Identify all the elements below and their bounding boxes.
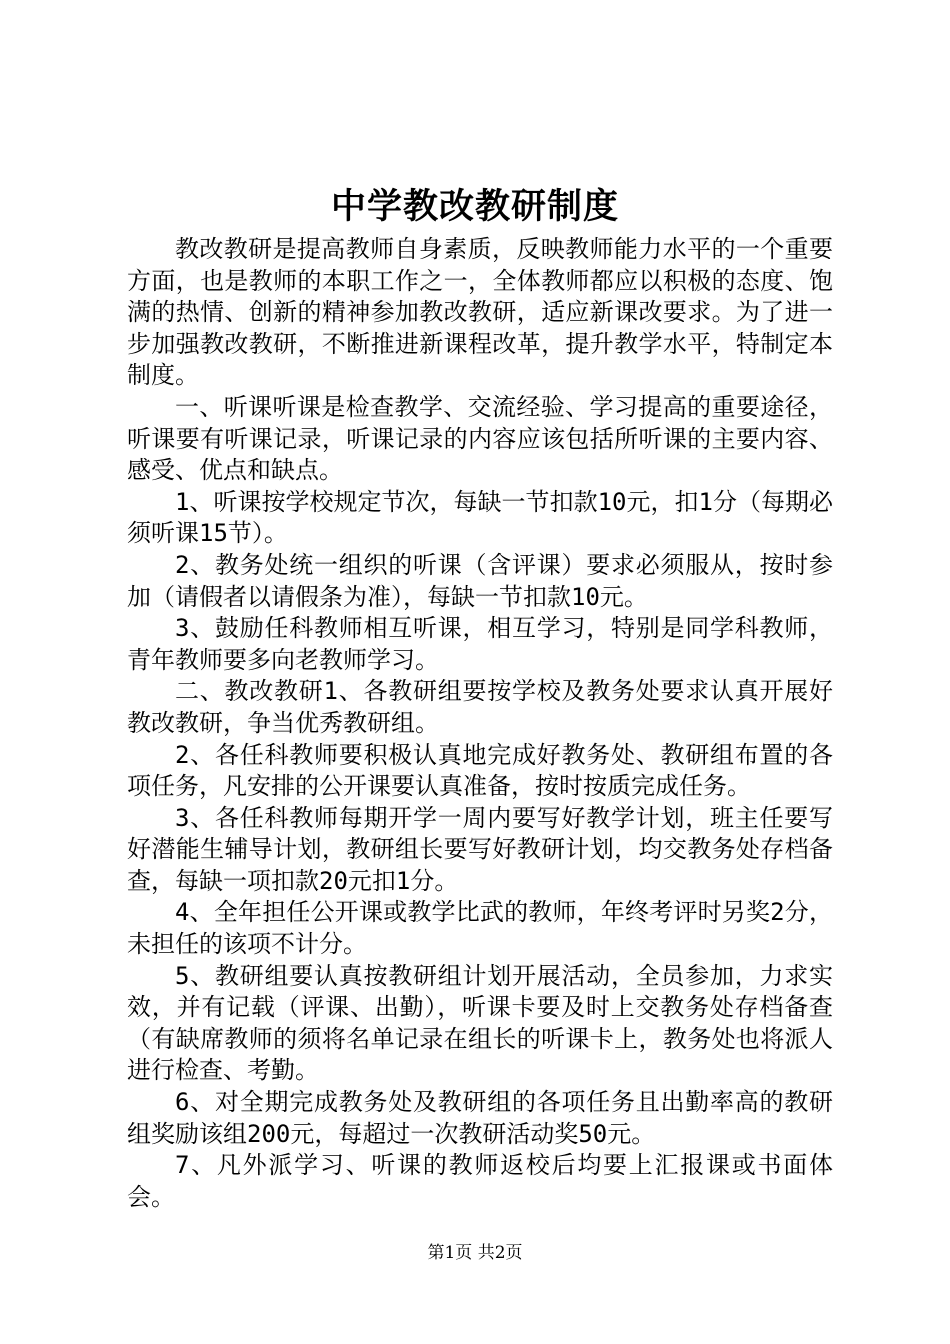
rule-paragraph: 2、教务处统一组织的听课（含评课）要求必须服从，按时参加（请假者以请假条为准），每缺一节扣款10元。 xyxy=(127,550,833,611)
rule-paragraph: 7、凡外派学习、听课的教师返校后均要上汇报课或书面体会。 xyxy=(127,1151,833,1211)
rule-paragraph: 5、教研组要认真按教研组计划开展活动，全员参加，力求实效，并有记载（评课、出勤），听课卡要及时上交教务处存档备查（有缺席教师的须将名单记录在组长的听课卡上，教务处也将派人进行检查、考勤。 xyxy=(127,961,833,1085)
rule-paragraph: 4、全年担任公开课或教学比武的教师，年终考评时另奖2分，未担任的该项不计分。 xyxy=(127,898,833,959)
page-number: 第1页 共2页 xyxy=(427,1243,523,1263)
intro-paragraph: 教改教研是提高教师自身素质，反映教师能力水平的一个重要方面，也是教师的本职工作之一，全体教师都应以积极的态度、饱满的热情、创新的精神参加教改教研，适应新课改要求。为了进一步加强教改教研，不断推进新课程改革，提升教学水平，特制定本制度。 xyxy=(127,235,833,390)
rule-paragraph: 2、各任科教师要积极认真地完成好教务处、教研组布置的各项任务，凡安排的公开课要认真准备，按时按质完成任务。 xyxy=(127,740,833,801)
section-1-paragraph: 一、听课听课是检查教学、交流经验、学习提高的重要途径，听课要有听课记录，听课记录的内容应该包括所听课的主要内容、感受、优点和缺点。 xyxy=(127,392,833,485)
document-title: 中学教改教研制度 xyxy=(330,186,619,227)
rule-paragraph: 1、听课按学校规定节次，每缺一节扣款10元，扣1分（每期必须听课15节）。 xyxy=(127,487,833,548)
rule-paragraph: 3、鼓励任科教师相互听课，相互学习，特别是同学科教师，青年教师要多向老教师学习。 xyxy=(127,614,833,674)
document-body xyxy=(127,234,833,1213)
section-2-paragraph: 二、教改教研1、各教研组要按学校及教务处要求认真开展好教改教研，争当优秀教研组。 xyxy=(127,677,833,737)
rule-paragraph: 3、各任科教师每期开学一周内要写好教学计划，班主任要写好潜能生辅导计划，教研组长要写好教研计划，均交教务处存档备查，每缺一项扣款20元扣1分。 xyxy=(127,803,833,895)
rule-paragraph: 6、对全期完成教务处及教研组的各项任务且出勤率高的教研组奖励该组200元，每超过一次教研活动奖50元。 xyxy=(127,1088,833,1148)
